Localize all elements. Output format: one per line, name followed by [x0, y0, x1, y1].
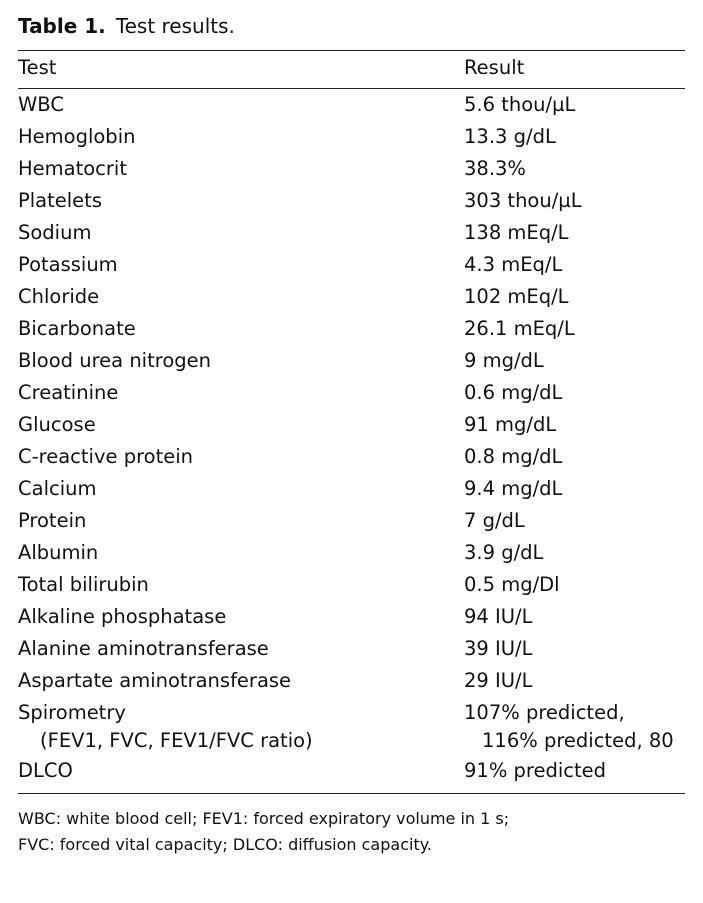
bottom-rule [18, 793, 685, 794]
row-test-name: Aspartate aminotransferase [18, 669, 292, 692]
row-result-value: 7 g/dL [464, 509, 525, 532]
table-caption-title: Test results. [115, 14, 235, 38]
row-result-value: 303 thou/µL [464, 189, 582, 212]
table-row [18, 281, 685, 313]
table-row [18, 505, 685, 537]
row-result-value: 13.3 g/dL [464, 125, 556, 148]
table-row [18, 569, 685, 601]
table-row [18, 537, 685, 569]
row-test-name: Chloride [18, 285, 100, 308]
row-test-name: Alanine aminotransferase [18, 637, 269, 660]
table-row [18, 473, 685, 505]
row-test-name: Alkaline phosphatase [18, 605, 227, 628]
table-row [18, 249, 685, 281]
row-result-value: 3.9 g/dL [464, 541, 544, 564]
row-result-value: 91% predicted [464, 759, 607, 782]
table-row [18, 377, 685, 409]
table-body [18, 88, 685, 787]
results-table [18, 51, 685, 787]
row-test-name: Hematocrit [18, 157, 127, 180]
header-test: Test [18, 56, 57, 79]
table-row [18, 89, 685, 121]
row-test-name: Total bilirubin [18, 573, 149, 596]
table-row [18, 185, 685, 217]
footnote-line-1: WBC: white blood cell; FEV1: forced expiratory volume in 1 s; [18, 809, 510, 828]
table-row [18, 665, 685, 697]
row-test-name: Glucose [18, 413, 96, 436]
row-test-name: Sodium [18, 221, 92, 244]
table-row [18, 755, 685, 787]
row-result-value: 9 mg/dL [464, 349, 544, 372]
row-test-name: DLCO [18, 759, 73, 782]
table-row [18, 633, 685, 665]
row-test-name: Protein [18, 509, 87, 532]
row-result-value: 91 mg/dL [464, 413, 557, 436]
row-result-value: 0.6 mg/dL [464, 381, 563, 404]
row-result-value: 94 IU/L [464, 605, 533, 628]
table-row [18, 153, 685, 185]
table-row [18, 217, 685, 249]
table-row-spirometry [18, 697, 685, 755]
spirometry-result-line-2: 116% predicted, 80 [482, 729, 674, 752]
table-row [18, 121, 685, 153]
row-test-name: Calcium [18, 477, 97, 500]
row-result-value: 4.3 mEq/L [464, 253, 563, 276]
spirometry-result-line-1: 107% predicted, [464, 701, 625, 724]
spirometry-test-line-1: Spirometry [18, 701, 126, 724]
row-test-name: Blood urea nitrogen [18, 349, 212, 372]
row-test-name: WBC [18, 93, 64, 116]
row-test-name: Platelets [18, 189, 102, 212]
row-result-value: 9.4 mg/dL [464, 477, 563, 500]
row-result-value: 0.5 mg/Dl [464, 573, 560, 596]
table-row [18, 345, 685, 377]
spirometry-test-line-2: (FEV1, FVC, FEV1/FVC ratio) [40, 729, 313, 752]
row-result-value [464, 697, 685, 755]
row-test-name: Creatinine [18, 381, 119, 404]
row-test-name: Bicarbonate [18, 317, 136, 340]
table-row [18, 601, 685, 633]
table-caption-label: Table 1. [18, 14, 106, 38]
footnote-line-2: FVC: forced vital capacity; DLCO: diffusion capacity. [18, 835, 432, 854]
header-row [18, 51, 685, 88]
row-result-value: 102 mEq/L [464, 285, 569, 308]
table-caption [18, 10, 685, 42]
row-test-name: Hemoglobin [18, 125, 136, 148]
row-result-value: 38.3% [464, 157, 526, 180]
row-result-value: 138 mEq/L [464, 221, 569, 244]
row-test-name: C-reactive protein [18, 445, 194, 468]
row-result-value: 0.8 mg/dL [464, 445, 563, 468]
row-result-value: 26.1 mEq/L [464, 317, 575, 340]
row-test-name [18, 697, 464, 755]
row-test-name: Potassium [18, 253, 118, 276]
table-row [18, 441, 685, 473]
table-footnote [18, 806, 685, 858]
row-result-value: 5.6 thou/µL [464, 93, 576, 116]
table-row [18, 313, 685, 345]
table-row [18, 409, 685, 441]
header-result: Result [464, 56, 525, 79]
row-result-value: 39 IU/L [464, 637, 533, 660]
row-test-name: Albumin [18, 541, 99, 564]
row-result-value: 29 IU/L [464, 669, 533, 692]
